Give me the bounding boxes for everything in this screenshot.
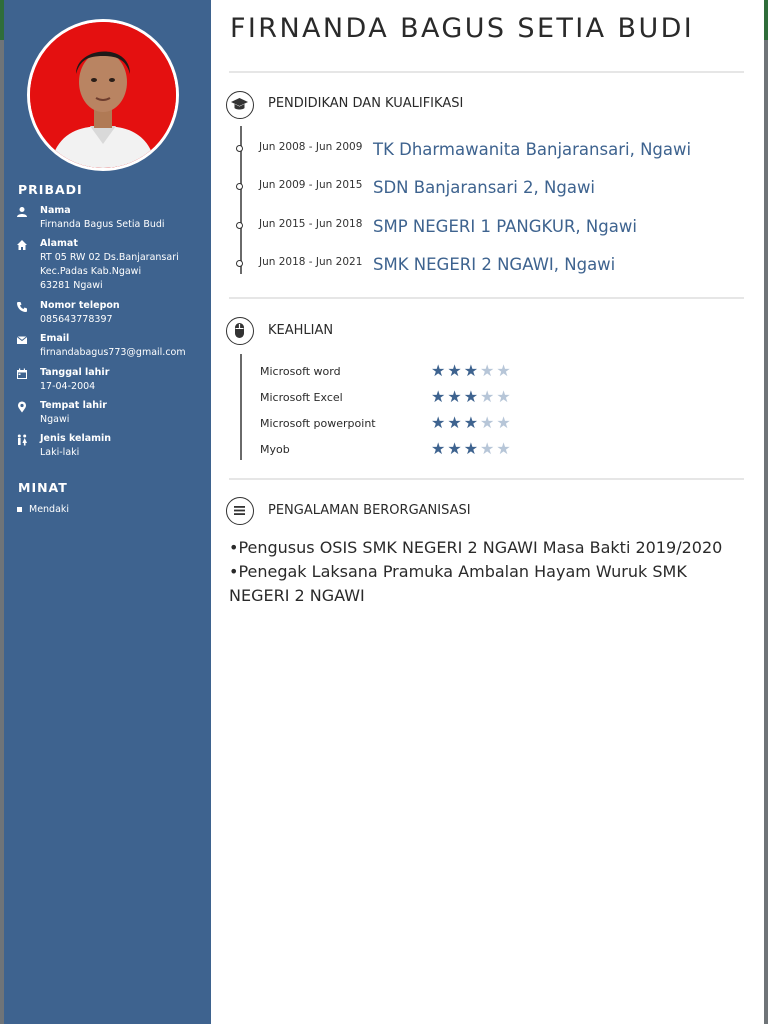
timeline-dot xyxy=(236,145,243,152)
star-filled-icon: ★ xyxy=(431,361,448,380)
bullet-icon xyxy=(17,507,22,512)
info-value: firnandabagus773@gmail.com xyxy=(40,347,186,358)
star-filled-icon: ★ xyxy=(431,387,448,406)
divider xyxy=(229,297,744,299)
info-value: RT 05 RW 02 Ds.Banjaransari Kec.Padas Kab.Ngawi 63281 Ngawi xyxy=(40,252,179,291)
skill-rating xyxy=(431,387,513,406)
divider xyxy=(229,478,744,480)
page-title: FIRNANDA BAGUS SETIA BUDI xyxy=(230,13,695,44)
education-title: PENDIDIKAN DAN KUALIFIKASI xyxy=(268,96,464,111)
sidebar xyxy=(4,0,211,1024)
education-date: Jun 2009 - Jun 2015 xyxy=(259,179,363,191)
education-school: SDN Banjaransari 2, Ngawi xyxy=(373,178,596,197)
info-value: Laki-laki xyxy=(40,447,80,458)
education-date: Jun 2015 - Jun 2018 xyxy=(259,218,363,230)
info-label: Nomor telepon xyxy=(40,300,120,311)
mouse-icon xyxy=(226,317,254,345)
education-school: SMP NEGERI 1 PANGKUR, Ngawi xyxy=(373,217,637,236)
info-value: 085643778397 xyxy=(40,314,113,325)
star-empty-icon: ★ xyxy=(496,361,513,380)
education-date: Jun 2008 - Jun 2009 xyxy=(259,141,363,153)
timeline-dot xyxy=(236,222,243,229)
star-empty-icon: ★ xyxy=(496,439,513,458)
portrait-image xyxy=(30,22,176,168)
interest-label: Mendaki xyxy=(29,504,70,515)
star-filled-icon: ★ xyxy=(431,413,448,432)
list-icon xyxy=(226,497,254,525)
info-label: Tanggal lahir xyxy=(40,367,110,378)
skill-name: Myob xyxy=(260,443,290,456)
star-filled-icon: ★ xyxy=(463,361,481,380)
star-empty-icon: ★ xyxy=(480,439,497,458)
organization-item: •Penegak Laksana Pramuka Ambalan Hayam Wuruk SMK NEGERI 2 NGAWI xyxy=(229,562,687,605)
skill-rating xyxy=(431,361,513,380)
info-label: Alamat xyxy=(40,238,78,249)
star-filled-icon: ★ xyxy=(447,439,464,458)
skill-rating xyxy=(431,413,513,432)
location-pin-icon xyxy=(16,401,28,413)
star-empty-icon: ★ xyxy=(480,387,497,406)
info-label: Email xyxy=(40,333,70,344)
info-value: Firnanda Bagus Setia Budi xyxy=(40,219,165,230)
info-label: Jenis kelamin xyxy=(40,433,112,444)
organization-item: •Pengusus OSIS SMK NEGERI 2 NGAWI Masa Bakti 2019/2020 xyxy=(229,538,723,557)
star-empty-icon: ★ xyxy=(496,387,513,406)
calendar-icon xyxy=(16,368,28,380)
star-filled-icon: ★ xyxy=(463,439,481,458)
education-date: Jun 2018 - Jun 2021 xyxy=(259,256,363,268)
education-school: SMK NEGERI 2 NGAWI, Ngawi xyxy=(373,255,616,274)
skill-rating xyxy=(431,439,513,458)
info-value: 17-04-2004 xyxy=(40,381,96,392)
organization-list xyxy=(229,536,749,608)
star-empty-icon: ★ xyxy=(496,413,513,432)
home-icon xyxy=(16,239,28,251)
star-filled-icon: ★ xyxy=(447,361,464,380)
divider xyxy=(229,71,744,73)
skill-name: Microsoft word xyxy=(260,365,341,378)
info-label: Nama xyxy=(40,205,71,216)
star-filled-icon: ★ xyxy=(447,413,464,432)
star-empty-icon: ★ xyxy=(480,361,497,380)
star-filled-icon: ★ xyxy=(447,387,464,406)
star-filled-icon: ★ xyxy=(463,413,481,432)
info-value: Ngawi xyxy=(40,414,70,425)
graduation-cap-icon xyxy=(226,91,254,119)
interest-item xyxy=(17,504,69,515)
gender-icon xyxy=(16,434,28,446)
personal-heading: PRIBADI xyxy=(18,182,83,197)
education-school: TK Dharmawanita Banjaransari, Ngawi xyxy=(373,140,692,159)
skill-name: Microsoft powerpoint xyxy=(260,417,376,430)
star-filled-icon: ★ xyxy=(431,439,448,458)
skills-title: KEAHLIAN xyxy=(268,323,334,338)
timeline-dot xyxy=(236,183,243,190)
profile-photo xyxy=(27,19,179,171)
email-icon xyxy=(16,334,28,346)
star-empty-icon: ★ xyxy=(480,413,497,432)
info-label: Tempat lahir xyxy=(40,400,107,411)
resume-page xyxy=(4,0,764,1024)
star-filled-icon: ★ xyxy=(463,387,481,406)
skill-name: Microsoft Excel xyxy=(260,391,343,404)
interest-heading: MINAT xyxy=(18,480,68,495)
phone-icon xyxy=(16,301,28,313)
skills-line xyxy=(240,354,242,460)
person-icon xyxy=(16,206,28,218)
timeline-dot xyxy=(236,260,243,267)
organization-title: PENGALAMAN BERORGANISASI xyxy=(268,503,471,518)
